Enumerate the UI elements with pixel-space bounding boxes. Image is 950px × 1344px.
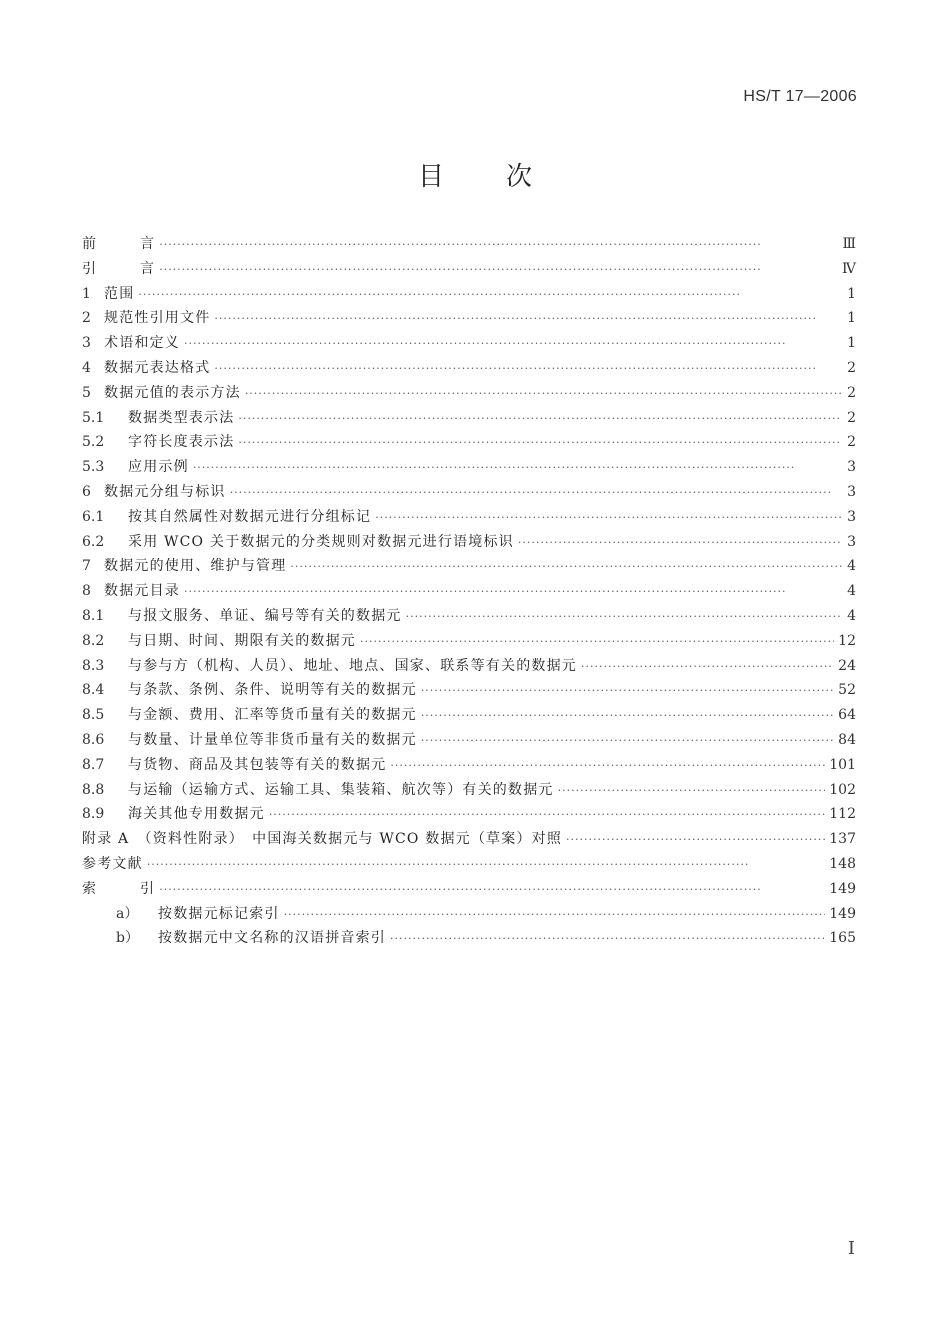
toc-entry-label: 数据元分组与标识 — [104, 483, 226, 500]
leader-dots — [406, 605, 842, 630]
toc-entry-page: 101 — [829, 756, 856, 773]
leader-dots — [421, 704, 834, 729]
toc-entry-page: 4 — [847, 558, 856, 575]
toc-entry-page: 12 — [838, 632, 856, 649]
toc-entry-number: b） — [116, 930, 139, 947]
toc-entry[interactable] — [82, 505, 856, 530]
toc-entry-label: 与货物、商品及其包装等有关的数据元 — [128, 756, 387, 773]
toc-entry-page: 149 — [829, 880, 856, 897]
page-number: I — [847, 1238, 855, 1259]
toc-entry-label: 与条款、条例、条件、说明等有关的数据元 — [128, 682, 417, 699]
toc-entry-page: 3 — [847, 533, 856, 550]
leader-dots — [238, 407, 842, 432]
leader-dots — [390, 927, 825, 952]
toc-entry-page: 1 — [847, 335, 856, 352]
toc-entry-number: 8.1 — [82, 607, 105, 624]
toc-entry-label: 数据元值的表示方法 — [104, 384, 241, 401]
leader-dots — [245, 382, 842, 407]
toc-entry[interactable] — [82, 530, 856, 555]
leader-dots — [421, 729, 834, 754]
toc-entry-number: 6.1 — [82, 508, 105, 525]
toc-entry-label: 字符长度表示法 — [128, 434, 235, 451]
leader-dots — [159, 258, 838, 283]
toc-entry-page: 112 — [829, 806, 856, 823]
leader-dots — [193, 456, 842, 481]
leader-dots — [581, 655, 834, 680]
toc-entry-page: 1 — [847, 285, 856, 302]
toc-entry[interactable] — [82, 430, 856, 455]
toc-entry-number: 1 — [82, 285, 91, 302]
toc-entry-label: 按数据元中文名称的汉语拼音索引 — [158, 930, 386, 947]
toc-entry-page: 4 — [847, 583, 856, 600]
toc-entry[interactable] — [82, 877, 856, 902]
toc-entry-label: 数据元表达格式 — [104, 359, 211, 376]
toc-entry-page: 148 — [829, 855, 856, 872]
toc-entry-page: 3 — [847, 459, 856, 476]
leader-dots — [566, 828, 825, 853]
toc-entry[interactable] — [82, 554, 856, 579]
toc-entry-page: 64 — [838, 707, 856, 724]
leader-dots — [147, 853, 825, 878]
leader-dots — [214, 307, 842, 332]
toc-entry-number: 3 — [82, 335, 91, 352]
leader-dots — [269, 803, 825, 828]
toc-entry-label: 与参与方（机构、人员）、地址、地点、国家、联系等有关的数据元 — [128, 657, 577, 674]
toc-entry[interactable] — [82, 232, 856, 257]
toc-entry-number: 8.3 — [82, 657, 105, 674]
toc-entry[interactable] — [82, 827, 856, 852]
toc-entry-number: 5 — [82, 384, 91, 401]
toc-entry[interactable] — [82, 678, 856, 703]
toc-entry-page: 4 — [847, 607, 856, 624]
toc-entry[interactable] — [82, 455, 856, 480]
title-char-2: 次 — [506, 162, 533, 192]
toc-entry-label: 索 引 — [82, 880, 156, 897]
toc-entry-page: 2 — [847, 409, 856, 426]
table-of-contents — [82, 232, 856, 951]
toc-entry-label: 与金额、费用、汇率等货币量有关的数据元 — [128, 707, 417, 724]
toc-entry-label: 按其自然属性对数据元进行分组标记 — [128, 508, 372, 525]
toc-entry-page: 2 — [847, 359, 856, 376]
toc-entry-number: 6.2 — [82, 533, 105, 550]
toc-entry-label: 按数据元标记索引 — [158, 905, 280, 922]
toc-entry[interactable] — [82, 926, 856, 951]
toc-entry-label: 前 言 — [82, 236, 156, 252]
title-char-1: 目 — [417, 162, 444, 192]
toc-entry-page: 165 — [829, 930, 856, 947]
toc-entry[interactable] — [82, 282, 856, 307]
toc-entry-label: 范围 — [104, 285, 135, 302]
toc-entry[interactable] — [82, 629, 856, 654]
toc-entry[interactable] — [82, 356, 856, 381]
toc-entry-label: 应用示例 — [128, 459, 189, 476]
leader-dots — [238, 431, 842, 456]
toc-entry-label: 数据元的使用、维护与管理 — [104, 558, 287, 575]
toc-entry-page: 1 — [847, 310, 856, 327]
toc-entry[interactable] — [82, 654, 856, 679]
toc-entry-number: 8.7 — [82, 756, 105, 773]
leader-dots — [184, 580, 842, 605]
leader-dots — [518, 531, 842, 556]
toc-entry-label: 规范性引用文件 — [104, 310, 211, 327]
toc-entry-page: 3 — [847, 483, 856, 500]
leader-dots — [284, 903, 826, 928]
toc-entry-number: 8.5 — [82, 707, 105, 724]
toc-entry[interactable] — [82, 579, 856, 604]
toc-entry[interactable] — [82, 753, 856, 778]
toc-entry[interactable] — [82, 306, 856, 331]
toc-entry[interactable] — [82, 480, 856, 505]
toc-entry[interactable] — [82, 778, 856, 803]
toc-entry-page: 137 — [829, 831, 856, 848]
toc-entry-number: 8.8 — [82, 781, 105, 798]
toc-entry-page: 102 — [829, 781, 856, 798]
leader-dots — [230, 481, 842, 506]
toc-entry-number: 8 — [82, 583, 91, 600]
toc-entry[interactable] — [82, 902, 856, 927]
toc-entry-label: 数据元目录 — [104, 583, 180, 600]
toc-entry-number: 2 — [82, 310, 91, 327]
toc-entry-label: 数据类型表示法 — [128, 409, 235, 426]
toc-entry[interactable] — [82, 381, 856, 406]
toc-entry-page: 52 — [838, 682, 856, 699]
toc-entry-page: Ⅳ — [842, 260, 856, 277]
toc-entry-label: 与运输（运输方式、运输工具、集装箱、航次等）有关的数据元 — [128, 781, 554, 798]
toc-entry-number: 4 — [82, 359, 91, 376]
toc-entry[interactable] — [82, 257, 856, 282]
leader-dots — [290, 555, 842, 580]
toc-entry-label: 与数量、计量单位等非货币量有关的数据元 — [128, 731, 417, 748]
leader-dots — [390, 754, 825, 779]
toc-entry-number: 5.3 — [82, 459, 105, 476]
toc-entry[interactable] — [82, 728, 856, 753]
toc-entry-label: 与日期、时间、期限有关的数据元 — [128, 632, 356, 649]
toc-entry-number: 6 — [82, 483, 91, 500]
toc-entry[interactable] — [82, 802, 856, 827]
leader-dots — [138, 283, 842, 308]
toc-entry-number: 8.6 — [82, 731, 105, 748]
leader-dots — [558, 779, 826, 804]
toc-entry[interactable] — [82, 406, 856, 431]
toc-entry-page: 84 — [838, 731, 856, 748]
leader-dots — [421, 679, 834, 704]
toc-entry-label: 采用 WCO 关于数据元的分类规则对数据元进行语境标识 — [128, 533, 514, 550]
toc-entry[interactable] — [82, 703, 856, 728]
toc-entry-number: 5.1 — [82, 409, 105, 426]
toc-entry-number: 8.2 — [82, 632, 105, 649]
toc-entry-label: 附录 A （资料性附录） 中国海关数据元与 WCO 数据元（草案）对照 — [82, 831, 563, 848]
toc-entry-number: 8.4 — [82, 682, 105, 699]
toc-entry-page: 24 — [838, 657, 856, 674]
toc-entry-label: 与报文服务、单证、编号等有关的数据元 — [128, 607, 402, 624]
toc-entry-page: 3 — [847, 508, 856, 525]
leader-dots — [360, 630, 834, 655]
toc-entry-number: 8.9 — [82, 806, 105, 823]
leader-dots — [214, 357, 842, 382]
toc-entry-label: 引 言 — [82, 260, 156, 277]
leader-dots — [184, 332, 842, 357]
leader-dots — [159, 878, 825, 903]
toc-entry[interactable] — [82, 604, 856, 629]
toc-entry-label: 参考文献 — [82, 855, 143, 872]
toc-entry-number: a） — [116, 905, 139, 922]
toc-entry-page: 149 — [829, 905, 856, 922]
leader-dots — [375, 506, 842, 531]
toc-entry-label: 术语和定义 — [104, 335, 180, 352]
toc-entry-page: 2 — [847, 384, 856, 401]
toc-entry-page: Ⅲ — [842, 236, 856, 252]
page-title — [0, 156, 950, 193]
toc-entry-number: 5.2 — [82, 434, 105, 451]
standard-code: HS/T 17—2006 — [743, 88, 857, 105]
toc-entry-page: 2 — [847, 434, 856, 451]
toc-entry-number: 7 — [82, 558, 91, 575]
toc-entry[interactable] — [82, 331, 856, 356]
toc-entry[interactable] — [82, 852, 856, 877]
toc-entry-label: 海关其他专用数据元 — [128, 806, 265, 823]
leader-dots — [159, 233, 838, 258]
